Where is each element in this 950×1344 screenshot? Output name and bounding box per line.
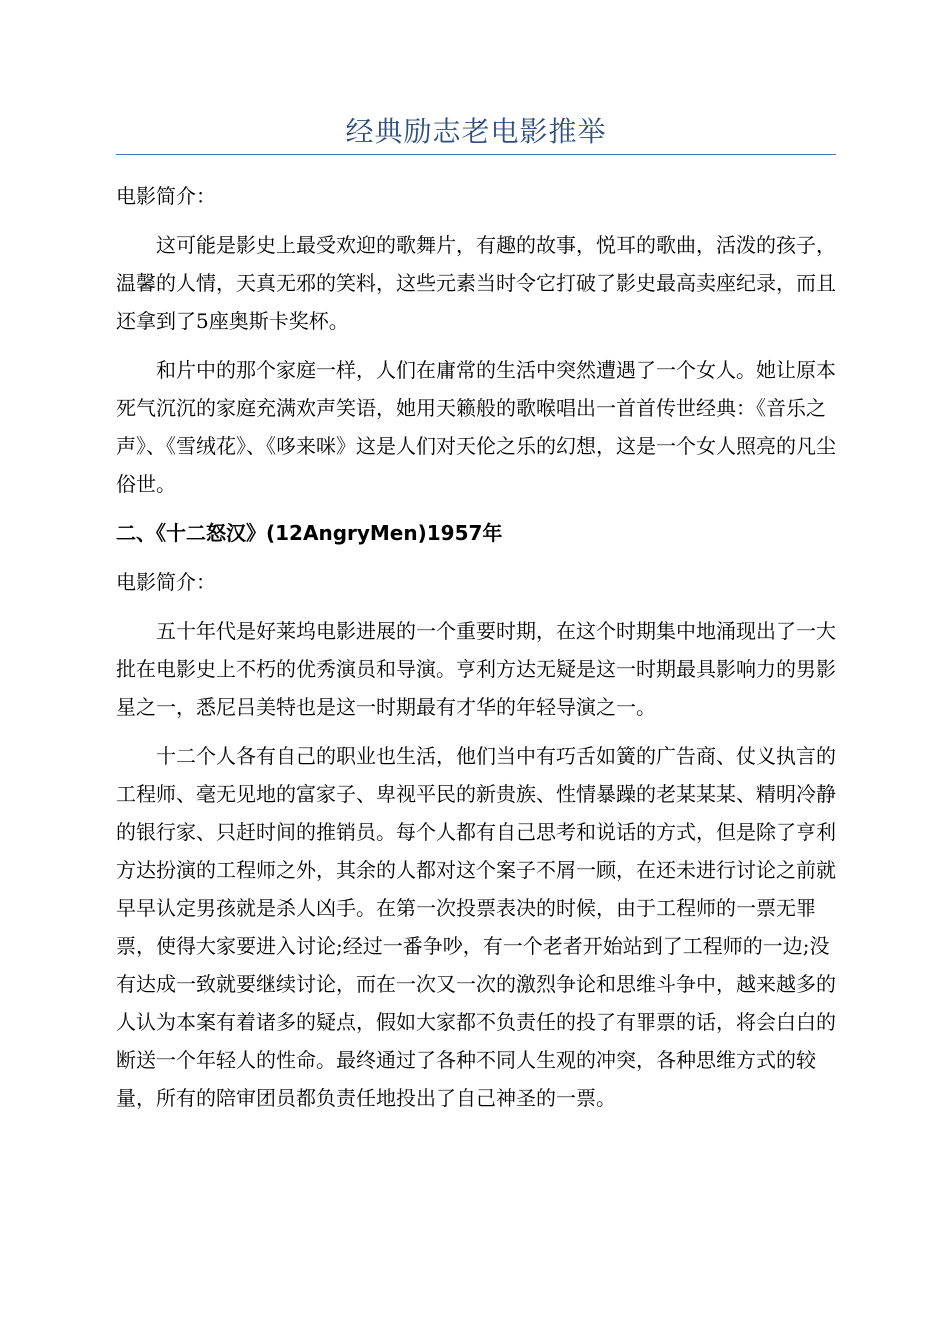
paragraph-12-angry-men-1: 五十年代是好莱坞电影进展的一个重要时期，在这个时期集中地涌现出了一大批在电影史上不朽的优秀演员和导演。亨利方达无疑是这一时期最具影响力的男影星之一，悉尼吕美特也是这一时期最有才华的年轻导演之一。 xyxy=(116,619,836,719)
section-heading-12-angry-men: 二、《十二怒汉》(12AngryMen)1957年 xyxy=(116,521,503,545)
paragraph-sound-of-music-2: 和片中的那个家庭一样，人们在庸常的生活中突然遭遇了一个女人。她让原本死气沉沉的家庭充满欢声笑语，她用天籁般的歌喉唱出一首首传世经典：《音乐之声》、《雪绒花》、《哆来咪》这是人们对天伦之乐的幻想，这是一个女人照亮的凡尘俗世。 xyxy=(116,358,836,496)
intro-label-1: 电影简介： xyxy=(116,184,216,208)
document-page xyxy=(116,0,836,1117)
document-title: 经典励志老电影推举 xyxy=(116,112,836,155)
paragraph-12-angry-men-2: 十二个人各有自己的职业也生活，他们当中有巧舌如簧的广告商、仗义执言的工程师、毫无见地的富家子、卑视平民的新贵族、性情暴躁的老某某某、精明冷静的银行家、只赶时间的推销员。每个人都有自己思考和说话的方式，但是除了亨利方达扮演的工程师之外，其余的人都对这个案子不屑一顾，在还未进行讨论之前就早早认定男孩就是杀人凶手。在第一次投票表决的时候，由于工程师的一票无罪票，使得大家要进入讨论;经过一番争吵，有一个老者开始站到了工程师的一边;没有达成一致就要继续讨论，而在一次又一次的激烈争论和思维斗争中，越来越多的人认为本案有着诸多的疑点，假如大家都不负责任的投了有罪票的话，将会白白的断送一个年轻人的性命。最终通过了各种不同人生观的冲突，各种思维方式的较量，所有的陪审团员都负责任地投出了自己神圣的一票。 xyxy=(116,744,836,1110)
paragraph-sound-of-music-1: 这可能是影史上最受欢迎的歌舞片，有趣的故事，悦耳的歌曲，活泼的孩子，温馨的人情，天真无邪的笑料，这些元素当时令它打破了影史最高卖座纪录，而且还拿到了5座奥斯卡奖杯。 xyxy=(116,233,836,333)
intro-label-2: 电影简介： xyxy=(116,570,216,594)
